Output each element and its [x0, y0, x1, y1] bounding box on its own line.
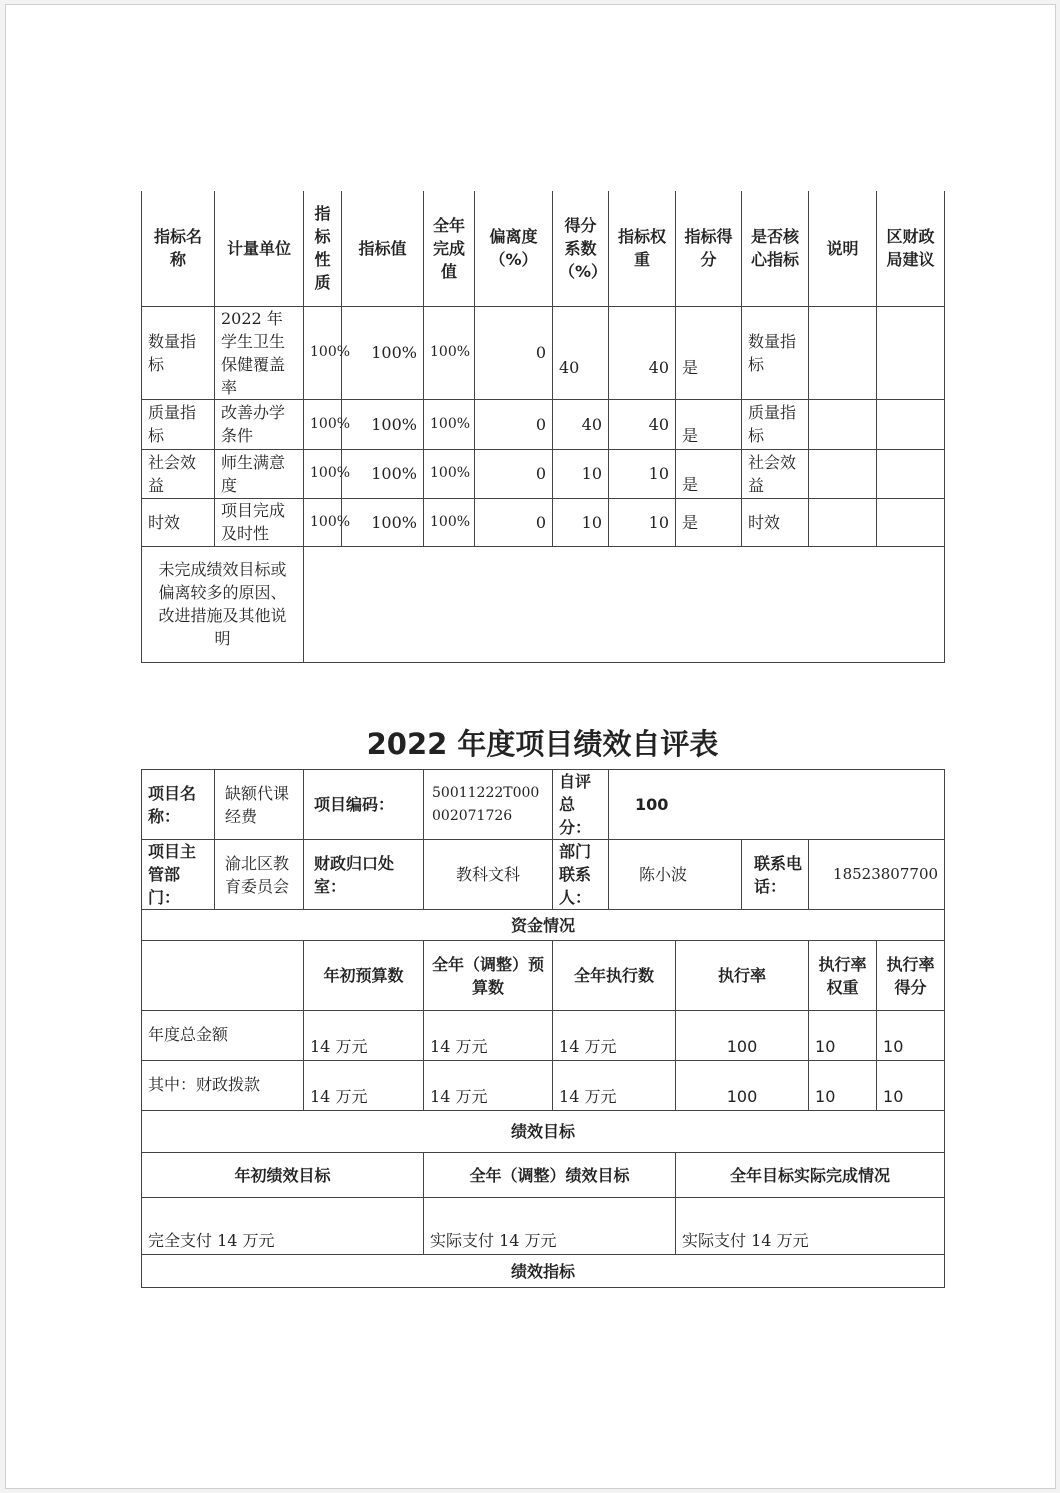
- row-value: 100%: [342, 306, 424, 399]
- row-nature: 100%: [304, 306, 342, 399]
- unfinished-row: [142, 546, 945, 662]
- row-advice: [877, 498, 945, 546]
- row-nature: 100%: [304, 449, 342, 498]
- row-note: [809, 498, 877, 546]
- row-note: [809, 449, 877, 498]
- header-deviation: 偏离度（%）: [475, 191, 553, 306]
- funds-row-budget: 14 万元: [304, 1061, 424, 1111]
- table-row: [142, 1061, 945, 1111]
- goals-section-title: 绩效目标: [142, 1111, 945, 1153]
- row-weight: 10: [609, 498, 676, 546]
- row-unit: 改善办学条件: [215, 399, 304, 449]
- row-deviation: 0: [475, 498, 553, 546]
- row-advice: [877, 399, 945, 449]
- row-name: 数量指标: [142, 306, 215, 399]
- row-coefficient: 40: [553, 306, 609, 399]
- unfinished-value: [304, 546, 945, 662]
- self-score: 100: [609, 770, 945, 840]
- header-advice: 区财政局建议: [877, 191, 945, 306]
- header-adjusted-goal: 全年（调整）绩效目标: [424, 1153, 676, 1198]
- row-core: 质量指标: [742, 399, 809, 449]
- row-weight: 40: [609, 399, 676, 449]
- row-core: 数量指标: [742, 306, 809, 399]
- funds-row-adjusted: 14 万元: [424, 1061, 553, 1111]
- header-execution-rate: 执行率: [676, 941, 809, 1011]
- finance-office: 教科文科: [424, 840, 553, 910]
- table-row: [142, 399, 945, 449]
- contact-label: 部门联系人：: [553, 840, 609, 910]
- funds-header-blank: [142, 941, 304, 1011]
- funds-row-weight: 10: [809, 1061, 877, 1111]
- actual-completion: 实际支付 14 万元: [676, 1198, 945, 1255]
- adjusted-goal: 实际支付 14 万元: [424, 1198, 676, 1255]
- row-actual: 100%: [424, 306, 475, 399]
- funds-row-score: 10: [877, 1011, 945, 1061]
- header-value: 指标值: [342, 191, 424, 306]
- contact: 陈小波: [609, 840, 742, 910]
- project-name: 缺额代课经费: [215, 770, 304, 840]
- project-info-row: [142, 770, 945, 840]
- indicator-table: [141, 191, 945, 663]
- header-unit: 计量单位: [215, 191, 304, 306]
- row-name: 社会效益: [142, 449, 215, 498]
- form-title: 2022 年度项目绩效自评表: [366, 727, 719, 761]
- goals-value-row: [142, 1198, 945, 1255]
- row-nature: 100%: [304, 399, 342, 449]
- row-advice: [877, 449, 945, 498]
- row-deviation: 0: [475, 449, 553, 498]
- row-coefficient: 10: [553, 498, 609, 546]
- funds-row-rate: 100: [676, 1011, 809, 1061]
- row-score: 是: [676, 306, 742, 399]
- funds-row-executed: 14 万元: [553, 1061, 676, 1111]
- indicator-header-row: [142, 191, 945, 306]
- finance-office-label: 财政归口处室：: [304, 840, 424, 910]
- funds-row-label: 年度总金额: [142, 1011, 304, 1061]
- goals-section-row: [142, 1111, 945, 1153]
- row-weight: 10: [609, 449, 676, 498]
- row-nature: 100%: [304, 498, 342, 546]
- funds-row-rate: 100: [676, 1061, 809, 1111]
- row-name: 质量指标: [142, 399, 215, 449]
- dept-info-row: [142, 840, 945, 910]
- row-coefficient: 10: [553, 449, 609, 498]
- header-actual-completion: 全年目标实际完成情况: [676, 1153, 945, 1198]
- header-score: 指标得分: [676, 191, 742, 306]
- header-initial-budget: 年初预算数: [304, 941, 424, 1011]
- row-coefficient: 40: [553, 399, 609, 449]
- funds-section-row: [142, 910, 945, 941]
- row-score: 是: [676, 399, 742, 449]
- row-actual: 100%: [424, 498, 475, 546]
- row-score: 是: [676, 449, 742, 498]
- row-advice: [877, 306, 945, 399]
- row-name: 时效: [142, 498, 215, 546]
- row-core: 时效: [742, 498, 809, 546]
- funds-row-adjusted: 14 万元: [424, 1011, 553, 1061]
- row-actual: 100%: [424, 399, 475, 449]
- row-deviation: 0: [475, 306, 553, 399]
- row-weight: 40: [609, 306, 676, 399]
- row-note: [809, 306, 877, 399]
- header-executed: 全年执行数: [553, 941, 676, 1011]
- self-score-label: 自评总分：: [553, 770, 609, 840]
- header-core: 是否核心指标: [742, 191, 809, 306]
- phone-label: 联系电话：: [742, 840, 809, 910]
- project-code-label: 项目编码：: [304, 770, 424, 840]
- indicators-section-title: 绩效指标: [142, 1255, 945, 1288]
- funds-section-title: 资金情况: [142, 910, 945, 941]
- header-rate-weight: 执行率权重: [809, 941, 877, 1011]
- self-evaluation-table: [141, 769, 945, 1288]
- row-core: 社会效益: [742, 449, 809, 498]
- table-row: [142, 306, 945, 399]
- funds-header-row: [142, 941, 945, 1011]
- row-note: [809, 399, 877, 449]
- phone: 18523807700: [809, 840, 945, 910]
- header-adjusted-budget: 全年（调整）预算数: [424, 941, 553, 1011]
- row-deviation: 0: [475, 399, 553, 449]
- indicators-section-row: [142, 1255, 945, 1288]
- funds-row-budget: 14 万元: [304, 1011, 424, 1061]
- row-actual: 100%: [424, 449, 475, 498]
- project-code: 50011222T000002071726: [424, 770, 553, 840]
- header-actual: 全年完成值: [424, 191, 475, 306]
- table-row: [142, 1011, 945, 1061]
- row-value: 100%: [342, 399, 424, 449]
- row-unit: 2022 年学生卫生保健覆盖率: [215, 306, 304, 399]
- funds-row-executed: 14 万元: [553, 1011, 676, 1061]
- header-weight: 指标权重: [609, 191, 676, 306]
- funds-row-score: 10: [877, 1061, 945, 1111]
- initial-goal: 完全支付 14 万元: [142, 1198, 424, 1255]
- project-name-label: 项目名称：: [142, 770, 215, 840]
- header-indicator-name: 指标名称: [142, 191, 215, 306]
- header-initial-goal: 年初绩效目标: [142, 1153, 424, 1198]
- table-row: [142, 498, 945, 546]
- dept-label: 项目主管部门：: [142, 840, 215, 910]
- goals-header-row: [142, 1153, 945, 1198]
- dept: 渝北区教育委员会: [215, 840, 304, 910]
- funds-row-label: 其中：财政拨款: [142, 1061, 304, 1111]
- header-note: 说明: [809, 191, 877, 306]
- header-rate-score: 执行率得分: [877, 941, 945, 1011]
- header-coefficient: 得分系数（%）: [553, 191, 609, 306]
- row-value: 100%: [342, 498, 424, 546]
- row-score: 是: [676, 498, 742, 546]
- header-nature: 指标性质: [304, 191, 342, 306]
- row-unit: 师生满意度: [215, 449, 304, 498]
- unfinished-label: 未完成绩效目标或偏离较多的原因、改进措施及其他说明: [142, 546, 304, 662]
- row-value: 100%: [342, 449, 424, 498]
- row-unit: 项目完成及时性: [215, 498, 304, 546]
- funds-row-weight: 10: [809, 1011, 877, 1061]
- table-row: [142, 449, 945, 498]
